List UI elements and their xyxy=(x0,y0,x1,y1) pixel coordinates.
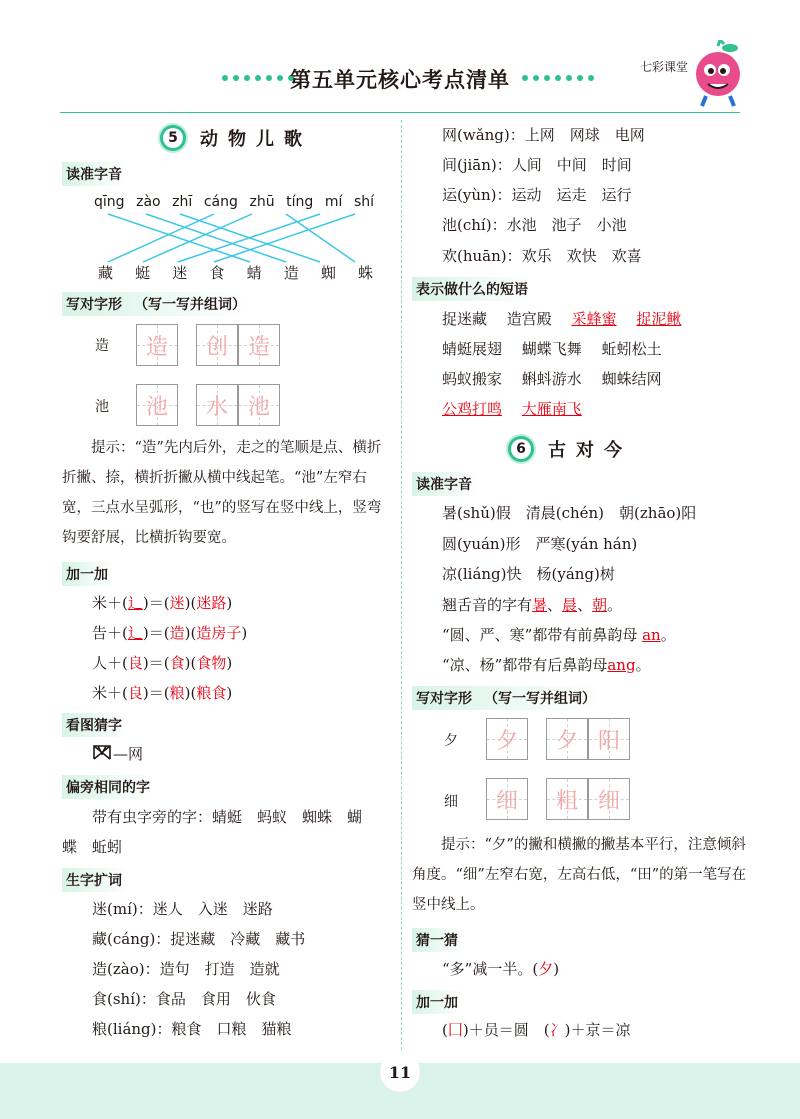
char-row xyxy=(98,262,373,283)
phrase-row: 捉迷藏 造宫殿 采蜂蜜 捉泥鳅 xyxy=(442,310,682,328)
tianzige-box: 细 xyxy=(486,778,528,820)
char-item: 迷 xyxy=(172,264,188,282)
page-title: 第五单元核心考点清单 xyxy=(290,67,510,92)
expand-line: 池(chí)：水池 池子 小池 xyxy=(442,216,627,234)
add-equation: 米＋(辶)＝(迷)(迷路) xyxy=(92,594,233,612)
phrase-row: 蜻蜓展翅 蝴蝶飞舞 蚯蚓松土 xyxy=(442,340,662,358)
tianzige-box: 池 xyxy=(238,384,280,426)
write-row-label: 夕 xyxy=(444,733,458,749)
tianzige-box: 细 xyxy=(588,778,630,820)
reading-line: 暑(shǔ)假 清晨(chén) 朝(zhāo)阳 xyxy=(442,504,697,522)
phrase-tag: 表示做什么的短语 xyxy=(412,277,534,301)
pinyin-item: zhī xyxy=(172,194,193,210)
pinyin-item: zào xyxy=(136,194,161,210)
pinyin-item: qīng xyxy=(94,194,125,210)
write-row-label: 细 xyxy=(444,794,458,810)
tianzige-box: 造 xyxy=(238,324,280,366)
expand-line: 网(wǎng)：上网 网球 电网 xyxy=(442,126,645,144)
write-row-label: 池 xyxy=(95,399,109,415)
radical-line: 蝶 蚯蚓 xyxy=(62,838,123,856)
char-item: 蛛 xyxy=(357,264,373,282)
expand-tag: 生字扩词 xyxy=(62,868,128,892)
lesson-title: 动物儿歌 xyxy=(200,129,312,150)
add-equation: 告＋(辶)＝(造)(造房子) xyxy=(92,624,248,642)
expand-line: 造(zào)：造句 打造 造就 xyxy=(92,960,280,978)
add-section-tag: 加一加 xyxy=(62,562,114,586)
write-section-tag: 写对字形 （写一写并组词） xyxy=(412,686,602,710)
brand-label: 七彩课堂 xyxy=(640,60,689,74)
tianzige-box: 创 xyxy=(196,324,238,366)
tianzige-box: 阳 xyxy=(588,718,630,760)
net-pictograph-icon xyxy=(92,744,112,760)
read-section-tag: 读准字音 xyxy=(412,472,478,496)
write-section-tag: 写对字形 （写一写并组词） xyxy=(62,292,252,316)
radical-line: 带有虫字旁的字：蜻蜓 蚂蚁 蜘蛛 蝴 xyxy=(92,808,363,826)
riddle-line: “多”减一半。(夕) xyxy=(442,960,560,978)
add-equation: 人＋(良)＝(食)(食物) xyxy=(92,654,233,672)
reading-line: 凉(liáng)快 杨(yáng)树 xyxy=(442,565,615,583)
expand-line: 食(shí)：食品 食用 伙食 xyxy=(92,990,276,1008)
pinyin-item: zhū xyxy=(249,194,275,210)
char-item: 蜻 xyxy=(246,264,262,282)
expand-line: 藏(cáng)：捉迷藏 冷藏 藏书 xyxy=(92,930,306,948)
lesson-title: 古对今 xyxy=(548,440,632,461)
pinyin-item: shí xyxy=(353,194,374,210)
riddle-tag: 猜一猜 xyxy=(412,928,464,952)
phrase-row: 公鸡打鸣 大雁南飞 xyxy=(442,400,582,418)
add-equation: 米＋(良)＝(粮)(粮食) xyxy=(92,684,233,702)
phrase-row: 蚂蚁搬家 蝌蚪游水 蜘蛛结网 xyxy=(442,370,662,388)
add-equation: (囗)＋员＝圆 (冫)＋京＝凉 xyxy=(442,1021,631,1039)
expand-line: 迷(mí)：迷人 入迷 迷路 xyxy=(92,900,273,918)
retroflex-line: 翘舌音的字有暑、晨、朝。 xyxy=(442,596,623,614)
back-nasal-line: “凉、杨”都带有后鼻韵母ang。 xyxy=(442,656,651,674)
tianzige-box: 粗 xyxy=(546,778,588,820)
writing-tip: 提示：“夕”的撇和横撇的撇基本平行，注意倾斜角度。“细”左窄右宽，左高右低，“田”的第一笔写在竖中线上。 xyxy=(412,837,747,913)
page-number: 11 xyxy=(380,1052,420,1092)
tianzige-box: 水 xyxy=(196,384,238,426)
reading-line: 圆(yuán)形 严寒(yán hán) xyxy=(442,535,638,553)
front-nasal-line: “圆、严、寒”都带有前鼻韵母 an。 xyxy=(442,626,676,644)
writing-tip: 提示：“造”先内后外，走之的笔顺是点、横折折撇、捺，横折折撇从横中线起笔。“池”左窄右宽，三点水呈弧形，“也”的竖写在竖中线上，竖弯钩要舒展，比横折钩要宽。 xyxy=(62,440,382,546)
guess-answer: —网 xyxy=(113,745,144,763)
char-item: 蜘 xyxy=(320,264,336,282)
expand-line: 运(yùn)：运动 运走 运行 xyxy=(442,186,632,204)
char-item: 造 xyxy=(283,264,299,282)
char-item: 食 xyxy=(209,264,225,282)
pinyin-item: mí xyxy=(324,194,343,210)
expand-line: 欢(huān)：欢乐 欢快 欢喜 xyxy=(442,247,642,265)
read-section-tag: 读准字音 xyxy=(62,162,128,186)
tianzige-box: 夕 xyxy=(486,718,528,760)
lesson-number-badge: 5 xyxy=(160,125,186,151)
tianzige-box: 造 xyxy=(136,324,178,366)
pinyin-item: cáng xyxy=(203,194,238,210)
lesson-6-heading xyxy=(508,436,632,462)
write-row-label: 造 xyxy=(95,338,109,354)
add-section-tag: 加一加 xyxy=(412,990,464,1014)
lesson-number-badge: 6 xyxy=(508,436,534,462)
radical-tag: 偏旁相同的字 xyxy=(62,775,156,799)
pinyin-item: tíng xyxy=(286,194,314,210)
expand-line: 间(jiān)：人间 中间 时间 xyxy=(442,156,632,174)
expand-line: 粮(liáng)：粮食 口粮 猫粮 xyxy=(92,1020,292,1038)
tianzige-box: 池 xyxy=(136,384,178,426)
char-item: 藏 xyxy=(98,264,114,282)
char-item: 蜓 xyxy=(135,264,151,282)
tianzige-box: 夕 xyxy=(546,718,588,760)
guess-pic-tag: 看图猜字 xyxy=(62,713,128,737)
